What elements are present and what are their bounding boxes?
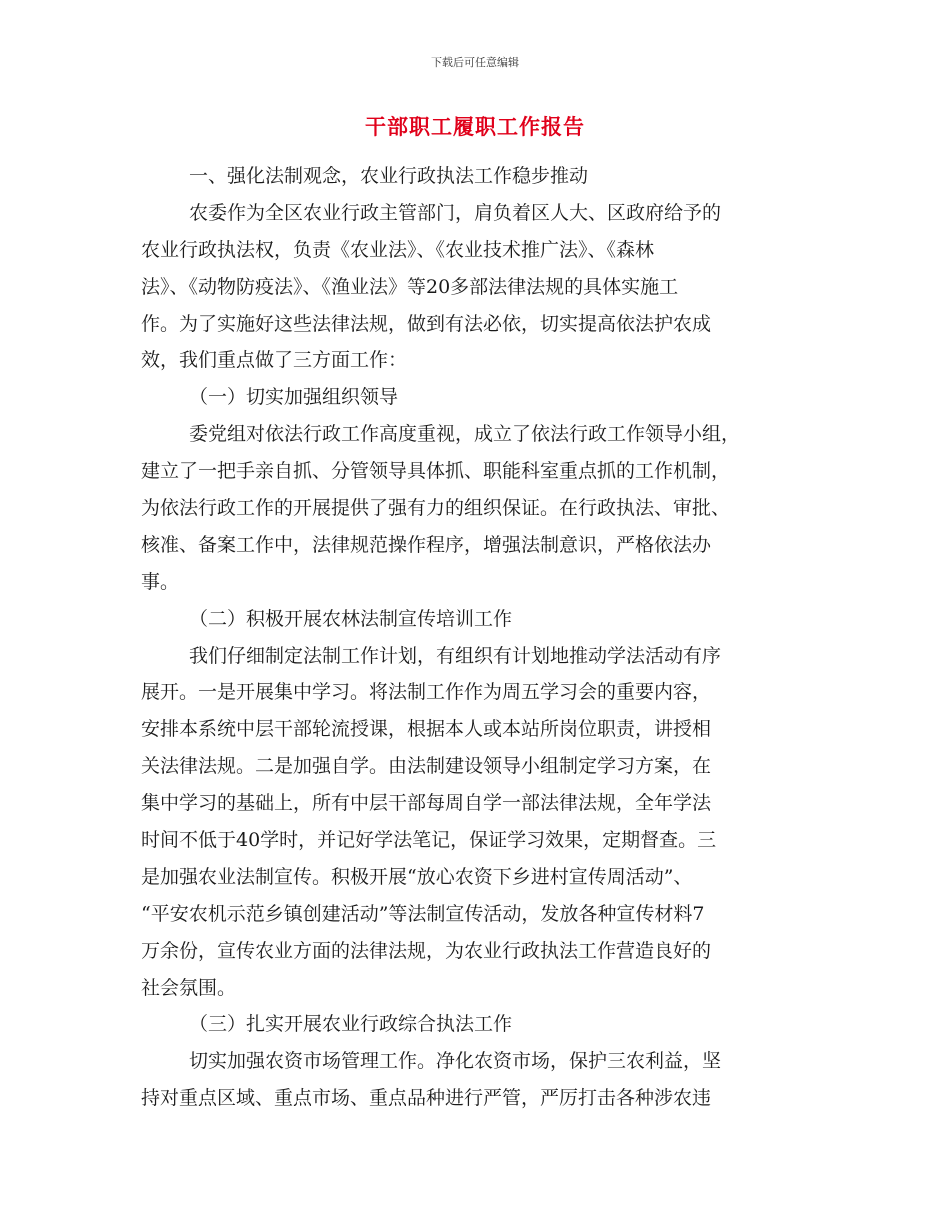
subsection-heading: （三）扎实开展农业行政综合执法工作 <box>189 1013 513 1036</box>
document-title: 干部职工履职工作报告 <box>365 114 585 139</box>
subsection-heading: （一）切实加强组织领导 <box>189 386 399 409</box>
paragraph-line: 事。 <box>141 570 180 593</box>
paragraph-line: 展开。一是开展集中学习。将法制工作作为周五学习会的重要内容， <box>141 681 712 704</box>
paragraph-line: 农业行政执法权，负责《农业法》、《农业技术推广法》、《森林 <box>141 238 655 261</box>
paragraph-line: 万余份，宣传农业方面的法律法规，为农业行政执法工作营造良好的 <box>141 939 712 962</box>
document-body <box>141 158 831 1117</box>
paragraph-line: 作。为了实施好这些法律法规，做到有法必依，切实提高依法护农成 <box>141 312 712 335</box>
paragraph-line: 核准、备案工作中，法律规范操作程序，增强法制意识，严格依法办 <box>141 533 712 556</box>
paragraph-line: “平安农机示范乡镇创建活动”等法制宣传活动，发放各种宣传材料7 <box>141 902 705 925</box>
paragraph-line: 建立了一把手亲自抓、分管领导具体抓、职能科室重点抓的工作机制， <box>141 460 731 483</box>
header-note: 下载后可任意编辑 <box>431 56 519 69</box>
paragraph-line: 安排本系统中层干部轮流授课，根据本人或本站所岗位职责，讲授相 <box>141 718 712 741</box>
paragraph-line: 关法律法规。二是加强自学。由法制建设领导小组制定学习方案，在 <box>141 755 712 778</box>
paragraph-line: 社会氛围。 <box>141 976 237 999</box>
paragraph-line: 集中学习的基础上，所有中层干部每周自学一部法律法规，全年学法 <box>141 792 712 815</box>
paragraph-line: 时间不低于40学时，并记好学法笔记，保证学习效果，定期督查。三 <box>141 829 717 852</box>
paragraph-line: 委党组对依法行政工作高度重视，成立了依法行政工作领导小组， <box>189 423 741 446</box>
paragraph-line: 持对重点区域、重点市场、重点品种进行严管，严厉打击各种涉农违 <box>141 1087 712 1110</box>
subsection-heading: （二）积极开展农林法制宣传培训工作 <box>189 607 513 630</box>
paragraph-line: 我们仔细制定法制工作计划，有组织有计划地推动学法活动有序 <box>189 644 722 667</box>
paragraph-line: 效，我们重点做了三方面工作： <box>141 349 408 372</box>
paragraph-line: 法》、《动物防疫法》、《渔业法》等20多部法律法规的具体实施工 <box>141 275 679 298</box>
paragraph-line: 切实加强农资市场管理工作。净化农资市场，保护三农利益，坚 <box>189 1050 722 1073</box>
paragraph-line: 是加强农业法制宣传。积极开展“放心农资下乡进村宣传周活动”、 <box>141 865 693 888</box>
paragraph-line: 为依法行政工作的开展提供了强有力的组织保证。在行政执法、审批、 <box>141 497 731 520</box>
paragraph-line: 农委作为全区农业行政主管部门，肩负着区人大、区政府给予的 <box>189 201 722 224</box>
section-heading: 一、强化法制观念，农业行政执法工作稳步推动 <box>189 165 589 187</box>
